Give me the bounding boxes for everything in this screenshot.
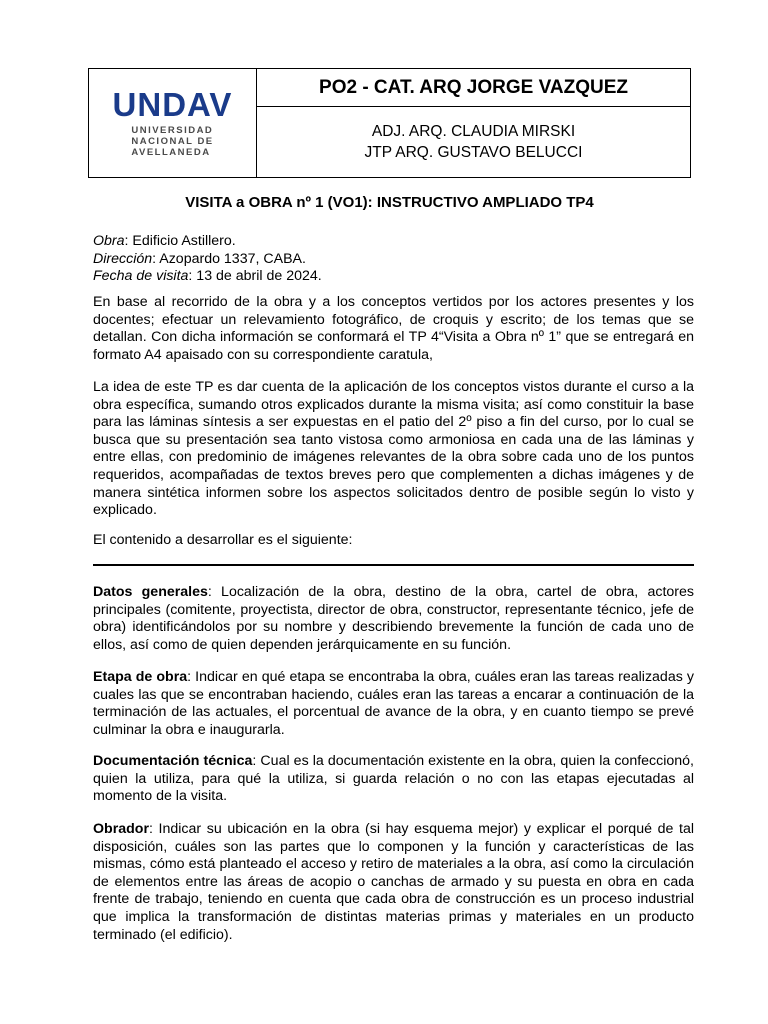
intro-paragraph-1: En base al recorrido de la obra y a los conceptos vertidos por los actores presentes y los docentes; efectuar un relevamiento fotográfico, de croquis y escrito; de los temas que se detallan. Con dicha información se conformará el TP 4“Visita a Obra nº 1” que se entregará en formato A4 apaisado con su correspondiente caratula, [93,294,694,363]
section-etapa-de-obra [93,669,694,739]
doc-text: : Cual es la documentación existente en la obra, quien la confeccionó, quien la utiliza, para qué la utiliza, si guarda relación o no con las etapas ejecutadas al momento de la visita. [93,753,694,805]
jtp-professor: JTP ARQ. GUSTAVO BELUCCI [364,144,583,161]
intro-paragraph-3: El contenido a desarrollar es el siguiente: [93,532,353,548]
section-obrador [93,821,694,944]
logo-line-3: AVELLANEDA [131,147,211,158]
header-table [88,68,691,178]
direccion-line [93,251,693,269]
datos-label: Datos generales [93,584,208,600]
document-title: VISITA a OBRA nº 1 (VO1): INSTRUCTIVO AMPLIADO TP4 [185,194,594,211]
logo-mark: UNDAV [112,86,233,123]
visit-metadata [93,233,693,286]
university-logo [89,69,257,177]
fecha-label: Fecha de visita [93,268,189,284]
fecha-line [93,268,693,286]
direccion-value: : Azopardo 1337, CABA. [152,250,306,267]
etapa-text: : Indicar en qué etapa se encontraba la obra, cuáles eran las tareas realizadas y cuales las que se encontraban haciendo, cuáles eran las tareas a encarar a continuación de la terminación de las actuales, el porcentual de avance de la obra, y en cuanto tiempo se prevé culminar la obra e inaugurarla. [93,669,694,738]
obra-label: Obra [93,233,125,249]
intro-paragraph-2: La idea de este TP es dar cuenta de la aplicación de los conceptos vistos durante el curso a la obra específica, sumando otros explicados durante la misma visita; así como constituir la base para las láminas síntesis a ser expuestas en el patio del 2º piso a fin del curso, por lo cual se busca que su presentación sea tanto vistosa como armoniosa en cada una de las láminas y entre ellas, con predominio de imágenes relevantes de la obra sobre cada uno de los puntos requeridos, acompañadas de textos breves pero que complementen a dichas imágenes y de manera sintética informen sobre los aspectos solicitados dentro de posible según lo visto y explicado. [93,379,694,519]
logo-text [131,125,213,158]
course-title: PO2 - CAT. ARQ JORGE VAZQUEZ [257,69,690,107]
logo-line-1: UNIVERSIDAD [131,125,214,136]
logo-line-2: NACIONAL DE [131,136,214,147]
section-divider [93,564,694,566]
etapa-label: Etapa de obra [93,669,188,685]
obrador-text: : Indicar su ubicación en la obra (si hay esquema mejor) y explicar el porqué de tal disposición, cuáles son las partes que lo componen y la función y características de las mismas, cómo está planteado el acceso y retiro de materiales a la obra, así como la circulación de elementos entre las áreas de acopio o canchas de armado y su puesta en obra en cada frente de trabajo, teniendo en cuenta que cada obra de construcción es un proceso industrial que implica la transformación de distintas materias primas y materiales en un producto terminado (el edificio). [93,821,694,943]
obrador-label: Obrador [93,821,149,837]
adjunct-professor: ADJ. ARQ. CLAUDIA MIRSKI [371,123,576,140]
direccion-label: Dirección [93,250,153,267]
datos-text: : Localización de la obra, destino de la obra, cartel de obra, actores principales (comitente, proyectista, director de obra, constructor, representante técnico, jefe de obra) identificándolos por su nombre y describiendo brevemente la función de cada uno de ellos, así como de quien dependen jerárquicamente en su función. [93,584,694,653]
section-datos-generales [93,584,694,654]
obra-value: : Edificio Astillero. [124,233,236,249]
doc-label: Documentación técnica [93,753,253,769]
course-info [257,69,690,177]
section-documentacion-tecnica [93,753,694,806]
course-staff [257,107,690,177]
obra-line [93,233,693,251]
fecha-value: : 13 de abril de 2024. [188,268,322,284]
